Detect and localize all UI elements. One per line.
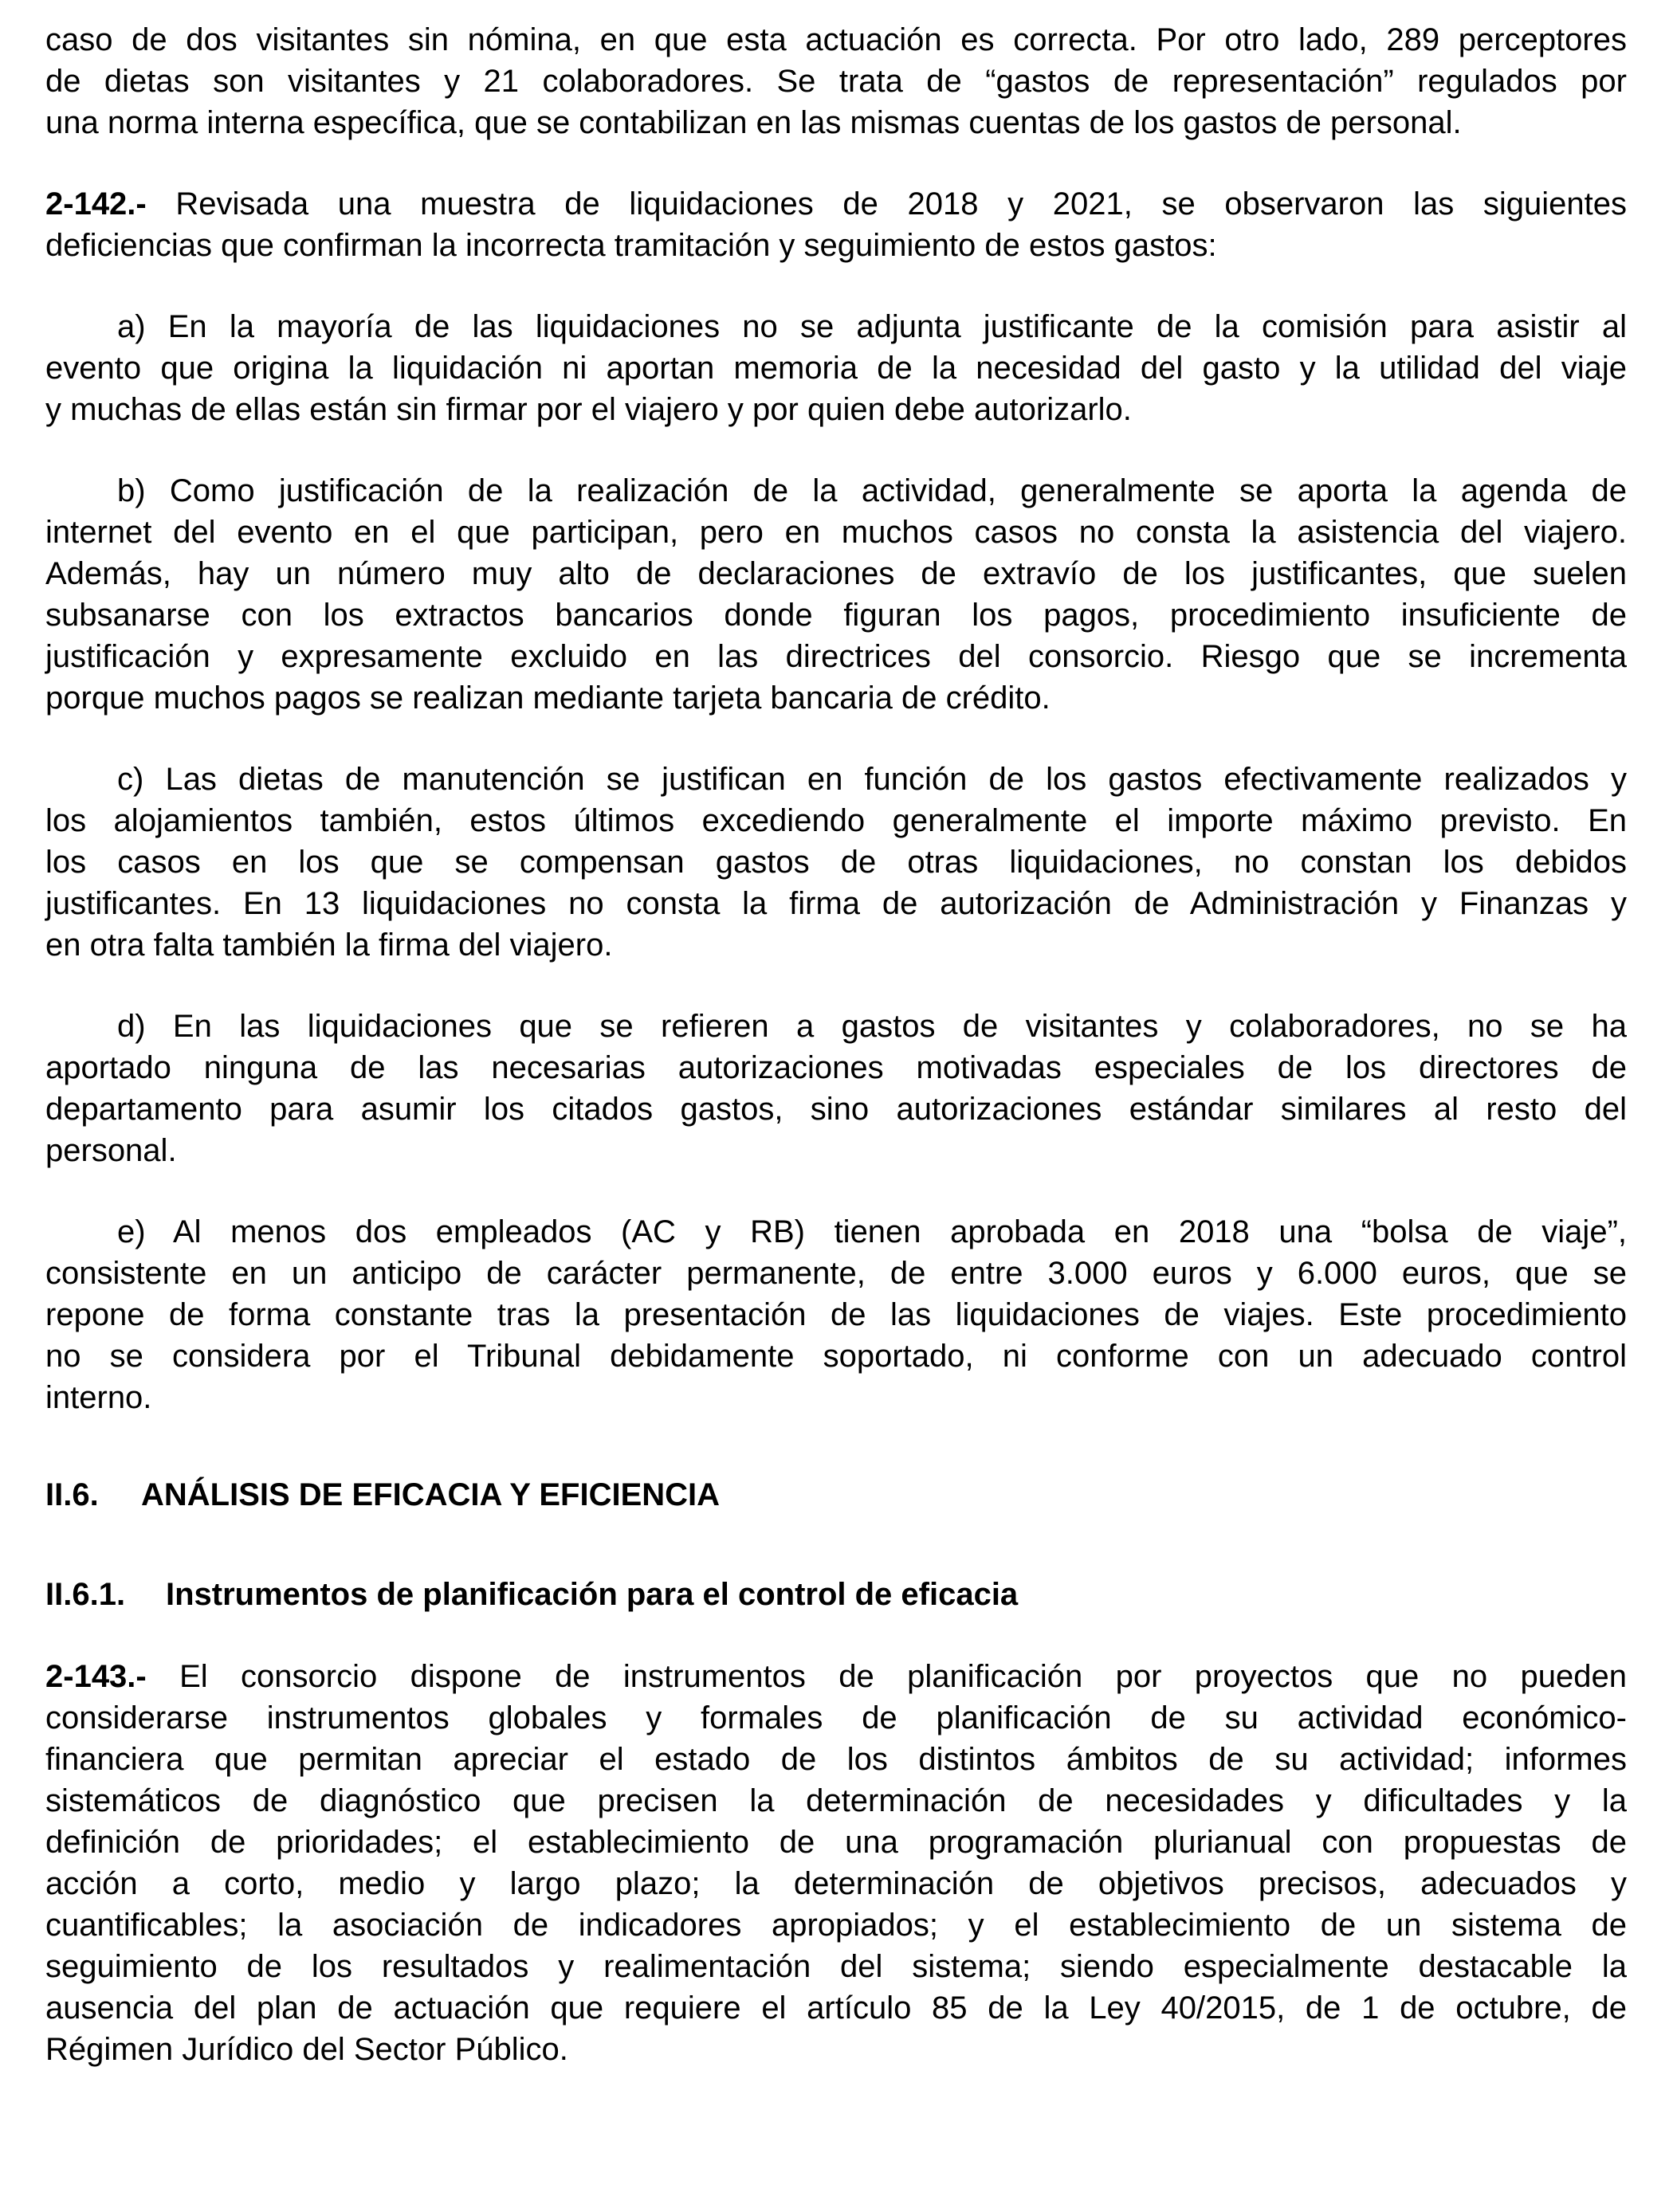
text-line-content: El consorcio dispone de instrumentos de planificación por proyectos que no pueden [179, 1659, 1627, 1694]
section-heading-ii6 [45, 1474, 1627, 1516]
text-line [45, 1253, 1627, 1294]
text-line-content: Revisada una muestra de liquidaciones de 2018 y 2021, se observaron las siguientes [175, 186, 1627, 222]
heading-number: II.6.1. [45, 1577, 126, 1612]
item-a [45, 306, 1627, 430]
text-line-content: personal. [45, 1133, 177, 1168]
text-line-content: porque muchos pagos se realizan mediante tarjeta bancaria de crédito. [45, 680, 1051, 716]
text-line-content: consistente en un anticipo de carácter permanente, de entre 3.000 euros y 6.000 euros, que se [45, 1256, 1627, 1291]
text-line [45, 1211, 1627, 1253]
text-line [45, 61, 1627, 102]
text-line [45, 1739, 1627, 1780]
item-b [45, 470, 1627, 719]
text-line [45, 677, 1627, 719]
text-line [45, 1294, 1627, 1335]
text-line-content: los alojamientos también, estos últimos excediendo generalmente el importe máximo previsto. En [45, 803, 1627, 838]
text-line [45, 594, 1627, 636]
text-line [45, 636, 1627, 677]
item-d [45, 1006, 1627, 1171]
text-line [45, 1130, 1627, 1171]
text-line [45, 1863, 1627, 1904]
text-line-content: los casos en los que se compensan gastos de otras liquidaciones, no constan los debidos [45, 845, 1627, 880]
text-line [45, 1377, 1627, 1418]
text-line [45, 800, 1627, 841]
paragraph-number: 2-143.- [45, 1659, 147, 1694]
text-line [45, 512, 1627, 553]
text-line-content: acción a corto, medio y largo plazo; la determinación de objetivos precisos, adecuados y [45, 1866, 1627, 1901]
text-line-content: de dietas son visitantes y 21 colaboradores. Se trata de “gastos de representación” regulados por [45, 64, 1627, 99]
text-line-content: justificación y expresamente excluido en las directrices del consorcio. Riesgo que se incrementa [45, 639, 1627, 674]
text-line [45, 1656, 1627, 1697]
text-line-content: seguimiento de los resultados y realimentación del sistema; siendo especialmente destacable la [45, 1949, 1627, 1984]
text-line-content: aportado ninguna de las necesarias autorizaciones motivadas especiales de los directores de [45, 1050, 1627, 1085]
text-line-content: definición de prioridades; el establecimiento de una programación plurianual con propuestas de [45, 1825, 1627, 1860]
text-line [45, 553, 1627, 594]
text-line-content: evento que origina la liquidación ni aportan memoria de la necesidad del gasto y la utilidad del viaje [45, 351, 1627, 386]
item-e [45, 1211, 1627, 1418]
text-line-content: caso de dos visitantes sin nómina, en que esta actuación es correcta. Por otro lado, 289 perceptores [45, 22, 1627, 57]
text-line [45, 470, 1627, 512]
heading-text: Instrumentos de planificación para el control de eficacia [166, 1577, 1019, 1612]
item-2-142 [45, 183, 1627, 266]
text-line [45, 841, 1627, 883]
text-line [45, 1946, 1627, 1987]
text-line-content: Régimen Jurídico del Sector Público. [45, 2032, 568, 2067]
text-line [45, 183, 1627, 225]
text-line [45, 1335, 1627, 1377]
paragraph-number: 2-142.- [45, 186, 147, 222]
text-line-content: en otra falta también la firma del viajero. [45, 928, 613, 963]
text-line-content: b) Como justificación de la realización de la actividad, generalmente se aporta la agenda de [117, 473, 1627, 508]
text-line-content: ausencia del plan de actuación que requiere el artículo 85 de la Ley 40/2015, de 1 de octubre, de [45, 1990, 1627, 2026]
text-line-content: cuantificables; la asociación de indicadores apropiados; y el establecimiento de un sistema de [45, 1908, 1627, 1943]
text-line [45, 347, 1627, 389]
text-line [45, 1780, 1627, 1822]
text-line [45, 1987, 1627, 2029]
text-line [45, 306, 1627, 347]
text-line [45, 883, 1627, 924]
text-line-content: y muchas de ellas están sin firmar por el viajero y por quien debe autorizarlo. [45, 392, 1132, 427]
heading-number: II.6. [45, 1477, 99, 1512]
subsection-heading-ii61 [45, 1574, 1627, 1615]
text-line [45, 102, 1627, 143]
text-line [45, 924, 1627, 966]
text-line [45, 2029, 1627, 2070]
continuation-paragraph [45, 19, 1627, 143]
text-line-content: deficiencias que confirman la incorrecta tramitación y seguimiento de estos gastos: [45, 228, 1217, 263]
heading-text: ANÁLISIS DE EFICACIA Y EFICIENCIA [141, 1477, 721, 1512]
text-line-content: a) En la mayoría de las liquidaciones no se adjunta justificante de la comisión para asistir al [117, 309, 1627, 344]
text-line [45, 225, 1627, 266]
text-line [45, 389, 1627, 430]
text-line [45, 19, 1627, 61]
text-line [45, 1006, 1627, 1047]
text-line-content: internet del evento en el que participan, pero en muchos casos no consta la asistencia del viajero. [45, 515, 1627, 550]
text-line-content: d) En las liquidaciones que se refieren a gastos de visitantes y colaboradores, no se ha [117, 1009, 1627, 1044]
text-line-content: una norma interna específica, que se contabilizan en las mismas cuentas de los gastos de personal. [45, 105, 1462, 140]
text-line-content: considerarse instrumentos globales y formales de planificación de su actividad económico- [45, 1700, 1627, 1735]
text-line-content: justificantes. En 13 liquidaciones no consta la firma de autorización de Administración y Finanzas y [45, 886, 1627, 921]
text-line-content: sistemáticos de diagnóstico que precisen la determinación de necesidades y dificultades y la [45, 1783, 1627, 1818]
text-line [45, 1904, 1627, 1946]
text-line-content: subsanarse con los extractos bancarios donde figuran los pagos, procedimiento insuficiente de [45, 598, 1627, 633]
text-line-content: departamento para asumir los citados gastos, sino autorizaciones estándar similares al resto del [45, 1092, 1627, 1127]
text-line-content: no se considera por el Tribunal debidamente soportado, ni conforme con un adecuado control [45, 1339, 1627, 1374]
text-line-content: repone de forma constante tras la presentación de las liquidaciones de viajes. Este procedimiento [45, 1297, 1627, 1332]
text-line [45, 759, 1627, 800]
item-c [45, 759, 1627, 966]
text-line-content: c) Las dietas de manutención se justifican en función de los gastos efectivamente realizados y [117, 762, 1627, 797]
text-line-content: interno. [45, 1380, 152, 1415]
text-line [45, 1822, 1627, 1863]
text-line [45, 1047, 1627, 1088]
text-line [45, 1697, 1627, 1739]
text-line-content: e) Al menos dos empleados (AC y RB) tienen aprobada en 2018 una “bolsa de viaje”, [117, 1214, 1627, 1249]
text-line-content: financiera que permitan apreciar el estado de los distintos ámbitos de su actividad; informes [45, 1742, 1627, 1777]
text-line-content: Además, hay un número muy alto de declaraciones de extravío de los justificantes, que suelen [45, 556, 1627, 591]
text-line [45, 1088, 1627, 1130]
item-2-143 [45, 1656, 1627, 2070]
